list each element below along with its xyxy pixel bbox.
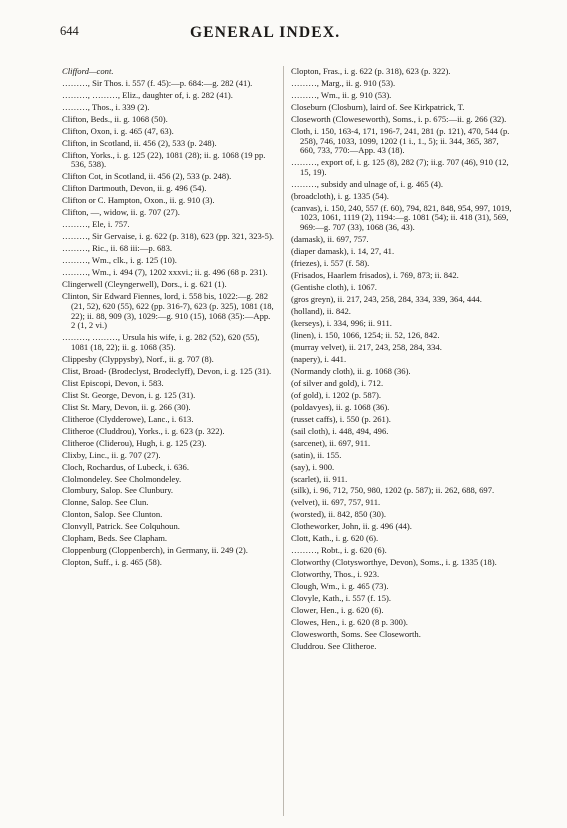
index-entry: (of silver and gold), i. 712. [291,377,384,388]
index-entry: Clifton or C. Hampton, Oxon., ii. g. 910 (3). [62,195,215,206]
index-entry: ………, ………, Ursula his wife, i. g. 282 (52), 620 (55), 1081 (18, 22); ii. g. 1068 (35). [62,332,260,352]
index-entry: Clist, Broad- (Brodeclyst, Brodeclyff), Devon, i. g. 125 (31). [62,365,272,376]
index-entry: ………, ………, Eliz., daughter of, i. g. 282 (41). [62,89,233,100]
index-entry: Clopton, Fras., i. g. 622 (p. 318), 623 (p. 322). [291,66,451,76]
index-entry: Clifton, Beds., ii. g. 1068 (50). [62,113,168,124]
index-entry: Clitheroe (Cliderou), Hugh, i. g. 125 (23). [62,437,207,448]
index-entry: (holland), ii. 842. [291,305,351,316]
index-entry: (napery), i. 441. [291,353,347,364]
index-entry: Clist St. George, Devon, i. g. 125 (31). [62,389,196,400]
index-entry: (silk), i. 96, 712, 750, 980, 1202 (p. 587); ii. 262, 688, 697. [291,485,495,496]
index-entry: (murray velvet), ii. 217, 243, 258, 284, 334. [291,341,442,352]
index-entry: Clowes, Hen., i. g. 620 (8 p. 300). [291,617,408,628]
index-entry: (of gold), i. 1202 (p. 587). [291,389,381,400]
index-entry: Clifton, —, widow, ii. g. 707 (27). [62,207,180,218]
index-entry: Clonvyll, Patrick. See Colquhoun. [62,521,180,532]
index-entry: Clopham, Beds. See Clapham. [62,533,168,544]
index-entry: (broadcloth), i. g. 1335 (54). [291,190,389,201]
index-entry: Clifton, Oxon, i. g. 465 (47, 63). [62,125,174,136]
index-entry: Clifford—cont. [62,66,114,76]
index-entry: (sarcenet), ii. 697, 911. [291,437,371,448]
index-entry: ………, Thos., i. 339 (2). [62,101,150,112]
index-entry: ………, subsidy and ulnage of, i. g. 465 (4). [291,178,444,189]
index-entry: Clotworthy (Clotysworthye, Devon), Soms., i. g. 1335 (18). [291,557,497,568]
index-entry: (Normandy cloth), ii. g. 1068 (36). [291,365,411,376]
index-entry: Clonton, Salop. See Clunton. [62,509,163,520]
index-entry: Clowesworth, Soms. See Closeworth. [291,629,421,640]
page-number: 644 [60,24,79,38]
index-entry: ………, Ele, i. 757. [62,219,130,230]
index-entry: Clifton, Yorks., i. g. 125 (22), 1081 (28); ii. g. 1068 (19 pp. 536, 538). [62,149,266,170]
index-entry: Clott, Kath., i. g. 620 (6). [291,533,379,544]
page-title: GENERAL INDEX. [190,24,341,41]
page-header [60,24,515,48]
index-entry: ………, Marg., ii. g. 910 (53). [291,77,396,88]
index-entry: (worsted), ii. 842, 850 (30). [291,509,386,520]
index-entry: Clingerwell (Cleyngerwell), Dors., i. g. 621 (1). [62,279,227,290]
index-entry: (friezes), i. 557 (f. 58). [291,257,370,268]
index-entry: Cloppenburg (Cloppenberch), in Germany, ii. 249 (2). [62,545,248,556]
index-entry: Clist St. Mary, Devon, ii. g. 266 (30). [62,401,191,412]
index-entry: Clopton, Suff., i. g. 465 (58). [62,557,162,568]
index-entry: (scarlet), ii. 911. [291,473,348,484]
index-entry: ………, Robt., i. g. 620 (6). [291,545,387,556]
index-entry: ………, Sir Gervaise, i. g. 622 (p. 318), 623 (pp. 321, 323-5). [62,231,274,242]
index-entry: Clifton, in Scotland, ii. 456 (2), 533 (p. 248). [62,137,217,148]
index-entry: (Gentishe cloth), i. 1067. [291,281,377,292]
index-entry: Clitheroe (Clydderowe), Lanc., i. 613. [62,413,194,424]
index-entry: Cloth, i. 150, 163-4, 171, 196-7, 241, 281 (p. 121), 470, 544 (p. 258), 746, 1033, 1099, 1202 (1 i., 1., 5); ii. 344, 365, 387, 660, 733, 770:—App. 43 (18). [291,125,510,156]
index-entry: (russet caffs), i. 550 (p. 261). [291,413,391,424]
index-entry: Closeworth (Cloweseworth), Soms., i. p. 675:—ii. g. 266 (32). [291,113,507,124]
index-entry: ………, Wm., i. 494 (7), 1202 xxxvi.; ii. g. 496 (68 p. 231). [62,267,268,278]
index-entry: (diaper damask), i. 14, 27, 41. [291,245,395,256]
index-column-left [62,67,276,570]
index-entry: ………, export of, i. g. 125 (8), 282 (7); ii.g. 707 (46), 910 (12, 15, 19). [291,157,509,177]
index-entry: Clovyle, Kath., i. 557 (f. 15). [291,593,392,604]
index-entry: Closeburn (Closburn), laird of. See Kirkpatrick, T. [291,101,465,112]
index-entry: ………, Ric., ii. 68 iii:—p. 683. [62,243,173,254]
index-entry: Clotheworker, John, ii. g. 496 (44). [291,521,412,532]
index-entry: Clitheroe (Cluddrou), Yorks., i. g. 623 (p. 322). [62,425,225,436]
index-entry: Clifton Dartmouth, Devon, ii. g. 496 (54). [62,183,207,194]
index-entry: Clower, Hen., i. g. 620 (6). [291,605,384,616]
index-entry: Clolmondeley. See Cholmondeley. [62,473,182,484]
index-entry: Clonne, Salop. See Clun. [62,497,149,508]
index-entry: Cloch, Rochardus, of Lubeck, i. 636. [62,461,189,472]
index-entry: (say), i. 900. [291,461,335,472]
index-entry: Clinton, Sir Edward Fiennes, lord, i. 558 bis, 1022:—g. 282 (21, 52), 620 (55), 622 (pp. 316-7), 623 (p. 325), 1081 (18, 22); ii. 88, 909 (3), 1029:—g. 910 (15), 1068 (35):—App. 2 (1, 2 vi.) [62,291,274,331]
index-entry: (Frisados, Haarlem frisados), i. 769, 873; ii. 842. [291,269,459,280]
index-entry: Clixby, Linc., ii. g. 707 (27). [62,449,161,460]
index-entry: (canvas), i. 150, 240, 557 (f. 60), 794, 821, 848, 954, 997, 1019, 1023, 1061, 1119 (2), 1194:—g. 1081 (54); ii. 418 (31), 569, 969:—g. 707 (33), 1068 (36, 43). [291,202,512,232]
index-entry: Cluddrou. See Clitheroe. [291,641,377,652]
index-entry: Clotworthy, Thos., i. 923. [291,569,380,580]
column-divider [283,66,284,816]
index-column-right [291,67,513,654]
index-entry: Clist Episcopi, Devon, i. 583. [62,377,164,388]
index-entry: Clough, Wm., i. g. 465 (73). [291,581,389,592]
index-entry: (velvet), ii. 697, 757, 911. [291,497,381,508]
index-entry: ………, Wm., clk., i. g. 125 (10). [62,255,177,266]
index-entry: (sail cloth), i. 448, 494, 496. [291,425,389,436]
index-entry: ………, Sir Thos. i. 557 (f. 45):—p. 684:—g. 282 (41). [62,77,253,88]
index-entry: (poldavyes), ii. g. 1068 (36). [291,401,390,412]
index-entry: Clifton Cot, in Scotland, ii. 456 (2), 533 (p. 248). [62,171,232,182]
index-entry: Clippesby (Clyppysby), Norf., ii. g. 707 (8). [62,353,214,364]
index-entry: ………, Wm., ii. g. 910 (53). [291,89,392,100]
index-entry: (satin), ii. 155. [291,449,342,460]
index-entry: (linen), i. 150, 1066, 1254; ii. 52, 126, 842. [291,329,440,340]
index-entry: Clombury, Salop. See Clunbury. [62,485,174,496]
index-entry: (damask), ii. 697, 757. [291,233,369,244]
index-entry: (kerseys), i. 334, 996; ii. 911. [291,317,392,328]
index-entry: (gros greyn), ii. 217, 243, 258, 284, 334, 339, 364, 444. [291,293,482,304]
